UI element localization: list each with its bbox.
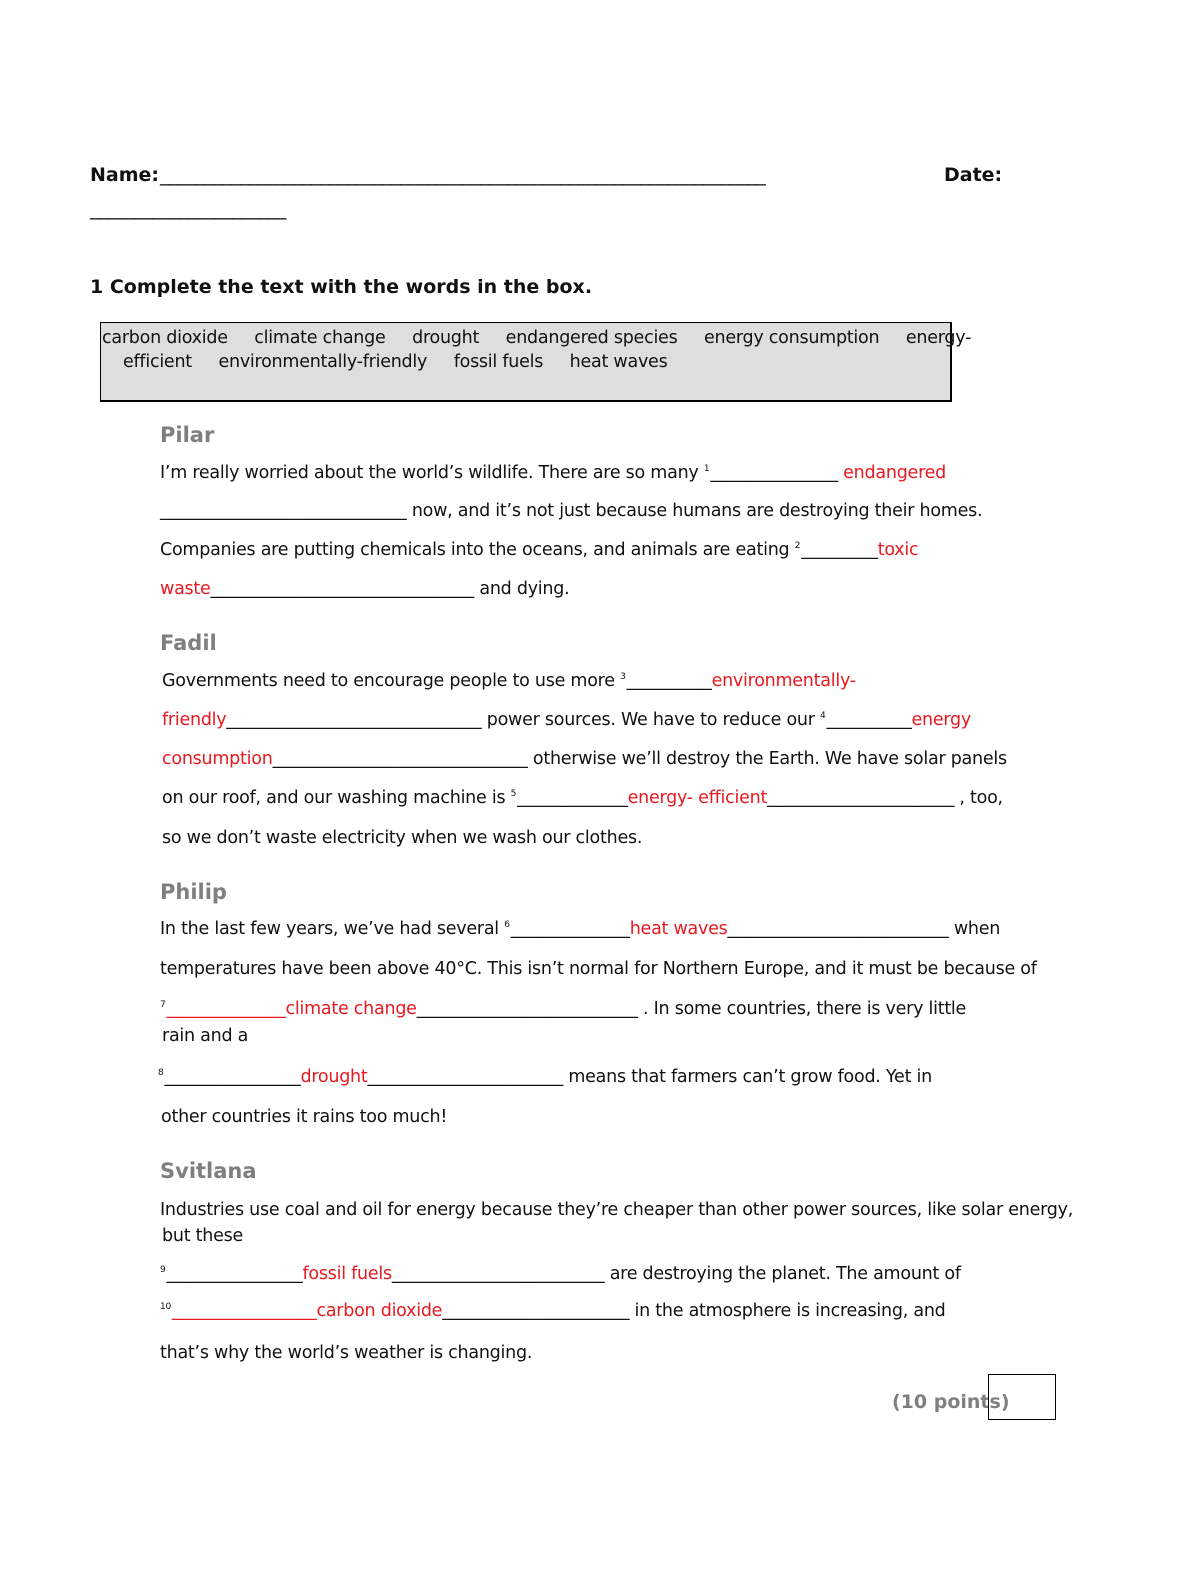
fadil-text: on our roof, and our washing machine is [162,788,511,808]
gap-8-blank[interactable]: ________________ [164,1067,301,1087]
philip-line-1 [160,919,1000,939]
gap-8-blank-cont[interactable]: _______________________ [367,1067,564,1087]
gap-2-blank[interactable]: _________ [801,540,878,560]
philip-text: means that farmers can’t grow food. Yet in [563,1067,932,1087]
svitlana-line-1: Industries use coal and oil for energy because they’re cheaper than other power sources, like solar energy, [160,1200,1074,1220]
gap-3-answer: environmentally- [711,671,856,691]
fadil-line-1 [162,671,856,691]
svitlana-line-4 [160,1301,946,1321]
gap-7-blank-cont[interactable]: __________________________ [416,999,638,1019]
gap-number: 6 [504,920,510,930]
gap-10-blank[interactable]: _________________ [171,1301,317,1321]
gap-6-blank[interactable]: ______________ [510,919,630,939]
points-label: (10 points) [892,1391,1010,1413]
gap-1-blank[interactable]: _______________ [710,463,844,483]
speaker-pilar: Pilar [160,423,215,447]
gap-3-blank-cont[interactable]: ______________________________ [226,710,482,730]
word-box-line-1: carbon dioxide climate change drought endangered species energy consumption energy- [102,328,972,348]
philip-text: In the last few years, we’ve had several [160,919,505,939]
fadil-text: , too, [954,788,1003,808]
svitlana-text: are destroying the planet. The amount of [604,1264,961,1284]
philip-text: when [948,919,1001,939]
speaker-philip: Philip [160,880,227,904]
svitlana-line-3 [160,1264,961,1284]
gap-8-answer: drought [300,1067,368,1087]
fadil-text: power sources. We have to reduce our [481,710,821,730]
philip-line-5 [158,1067,932,1087]
gap-1-answer: endangered [843,463,946,483]
gap-7-blank[interactable]: ______________ [166,999,286,1019]
gap-10-blank-cont[interactable]: ______________________ [442,1301,630,1321]
gap-number: 8 [158,1068,164,1078]
gap-9-blank[interactable]: ________________ [166,1264,303,1284]
gap-number: 3 [620,672,626,682]
philip-line-6: other countries it rains too much! [161,1107,448,1127]
pilar-line-3 [160,540,918,560]
score-box[interactable] [988,1374,1056,1420]
fadil-text: otherwise we’ll destroy the Earth. We have solar panels [527,749,1007,769]
gap-2-answer: toxic [877,540,919,560]
gap-number: 7 [160,1000,166,1010]
svitlana-line-5: that’s why the world’s weather is changing. [160,1343,533,1363]
pilar-text: Companies are putting chemicals into the oceans, and animals are eating [160,540,795,560]
fadil-line-3 [162,749,1007,769]
pilar-line-1 [160,463,946,483]
gap-2-answer-cont: waste [160,579,211,599]
gap-6-answer: heat waves [629,919,728,939]
name-field[interactable]: ____________________________________________________________________ [160,164,766,186]
pilar-text: now, and it’s not just because humans are destroying their homes. [406,501,983,521]
speaker-fadil: Fadil [160,631,217,655]
philip-line-4: rain and a [162,1026,249,1046]
date-label: Date: [944,164,1003,186]
gap-4-blank-cont[interactable]: ______________________________ [272,749,528,769]
fadil-line-4 [162,788,1003,808]
gap-9-blank-cont[interactable]: _________________________ [391,1264,605,1284]
gap-1-blank-cont[interactable]: _____________________________ [160,501,407,521]
svitlana-line-2: but these [162,1226,243,1246]
name-label: Name: [90,164,160,186]
gap-10-answer: carbon dioxide [316,1301,443,1321]
philip-line-3 [160,999,966,1019]
gap-5-answer: energy- efficient [627,788,768,808]
gap-5-blank-cont[interactable]: ______________________ [767,788,955,808]
gap-number: 5 [510,789,517,799]
fadil-line-2 [162,710,971,730]
fadil-text: Governments need to encourage people to use more [162,671,621,691]
gap-number: 10 [160,1302,171,1312]
fadil-line-5: so we don’t waste electricity when we wash our clothes. [162,828,643,848]
exercise-title: 1 Complete the text with the words in the box. [90,276,593,298]
gap-number: 4 [820,711,826,721]
gap-6-blank-cont[interactable]: __________________________ [727,919,949,939]
philip-line-2: temperatures have been above 40°C. This isn’t normal for Northern Europe, and it must be because of [160,959,1037,979]
gap-number: 2 [794,541,801,551]
date-field[interactable]: ______________________ [90,198,286,220]
gap-4-answer: energy [911,710,971,730]
gap-7-answer: climate change [285,999,417,1019]
gap-4-answer-cont: consumption [162,749,273,769]
gap-5-blank[interactable]: _____________ [517,788,628,808]
speaker-svitlana: Svitlana [160,1159,257,1183]
gap-number: 1 [703,464,710,474]
word-box-line-2: efficient environmentally-friendly fossil fuels heat waves [123,352,668,372]
pilar-text: I’m really worried about the world’s wildlife. There are so many [160,463,704,483]
philip-text: . In some countries, there is very little [637,999,967,1019]
pilar-line-4 [160,579,569,599]
gap-3-blank[interactable]: __________ [626,671,712,691]
gap-number: 9 [160,1265,166,1275]
gap-9-answer: fossil fuels [302,1264,392,1284]
gap-2-blank-cont[interactable]: _______________________________ [210,579,475,599]
pilar-line-2 [160,501,982,521]
gap-3-answer-cont: friendly [162,710,227,730]
gap-4-blank[interactable]: __________ [826,710,912,730]
svitlana-text: in the atmosphere is increasing, and [629,1301,946,1321]
pilar-text: and dying. [474,579,570,599]
